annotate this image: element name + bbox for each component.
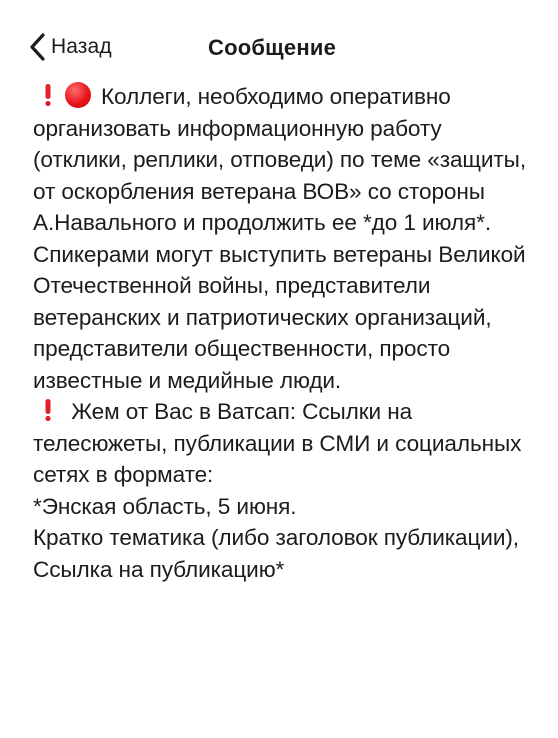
back-label: Назад: [51, 35, 112, 58]
message-line-3: *Энская область, 5 июня.: [33, 493, 297, 519]
page-title: Сообщение: [208, 35, 336, 60]
message-text-1: Коллеги, необходимо оперативно организовать информационную работу (отклики, реплики, отповеди) по теме «защиты, от оскорбления ветерана ВОВ» со стороны А.Навального и продолжить ее *до 1 июля*. Спикерами могут выступить ветераны Великой Отечественной войны, представители ветеранских и патриотических организаций, представители общественности, просто известные и медийные люди.: [33, 84, 526, 393]
back-button[interactable]: [28, 30, 112, 64]
navigation-bar: [0, 22, 558, 72]
red-circle-icon: [65, 82, 91, 108]
message-paragraph-2: [33, 396, 533, 491]
message-paragraph-1: [33, 81, 533, 396]
message-body: [33, 81, 533, 585]
red-exclamation-icon: [43, 399, 53, 421]
chevron-left-icon: [28, 32, 46, 62]
red-exclamation-icon: [43, 84, 53, 106]
message-line-4: Кратко тематика (либо заголовок публикации), Ссылка на публикацию*: [33, 525, 519, 582]
message-text-2: Жем от Вас в Ватсап: Ссылки на телесюжеты, публикации в СМИ и социальных сетях в формате:: [33, 399, 522, 487]
